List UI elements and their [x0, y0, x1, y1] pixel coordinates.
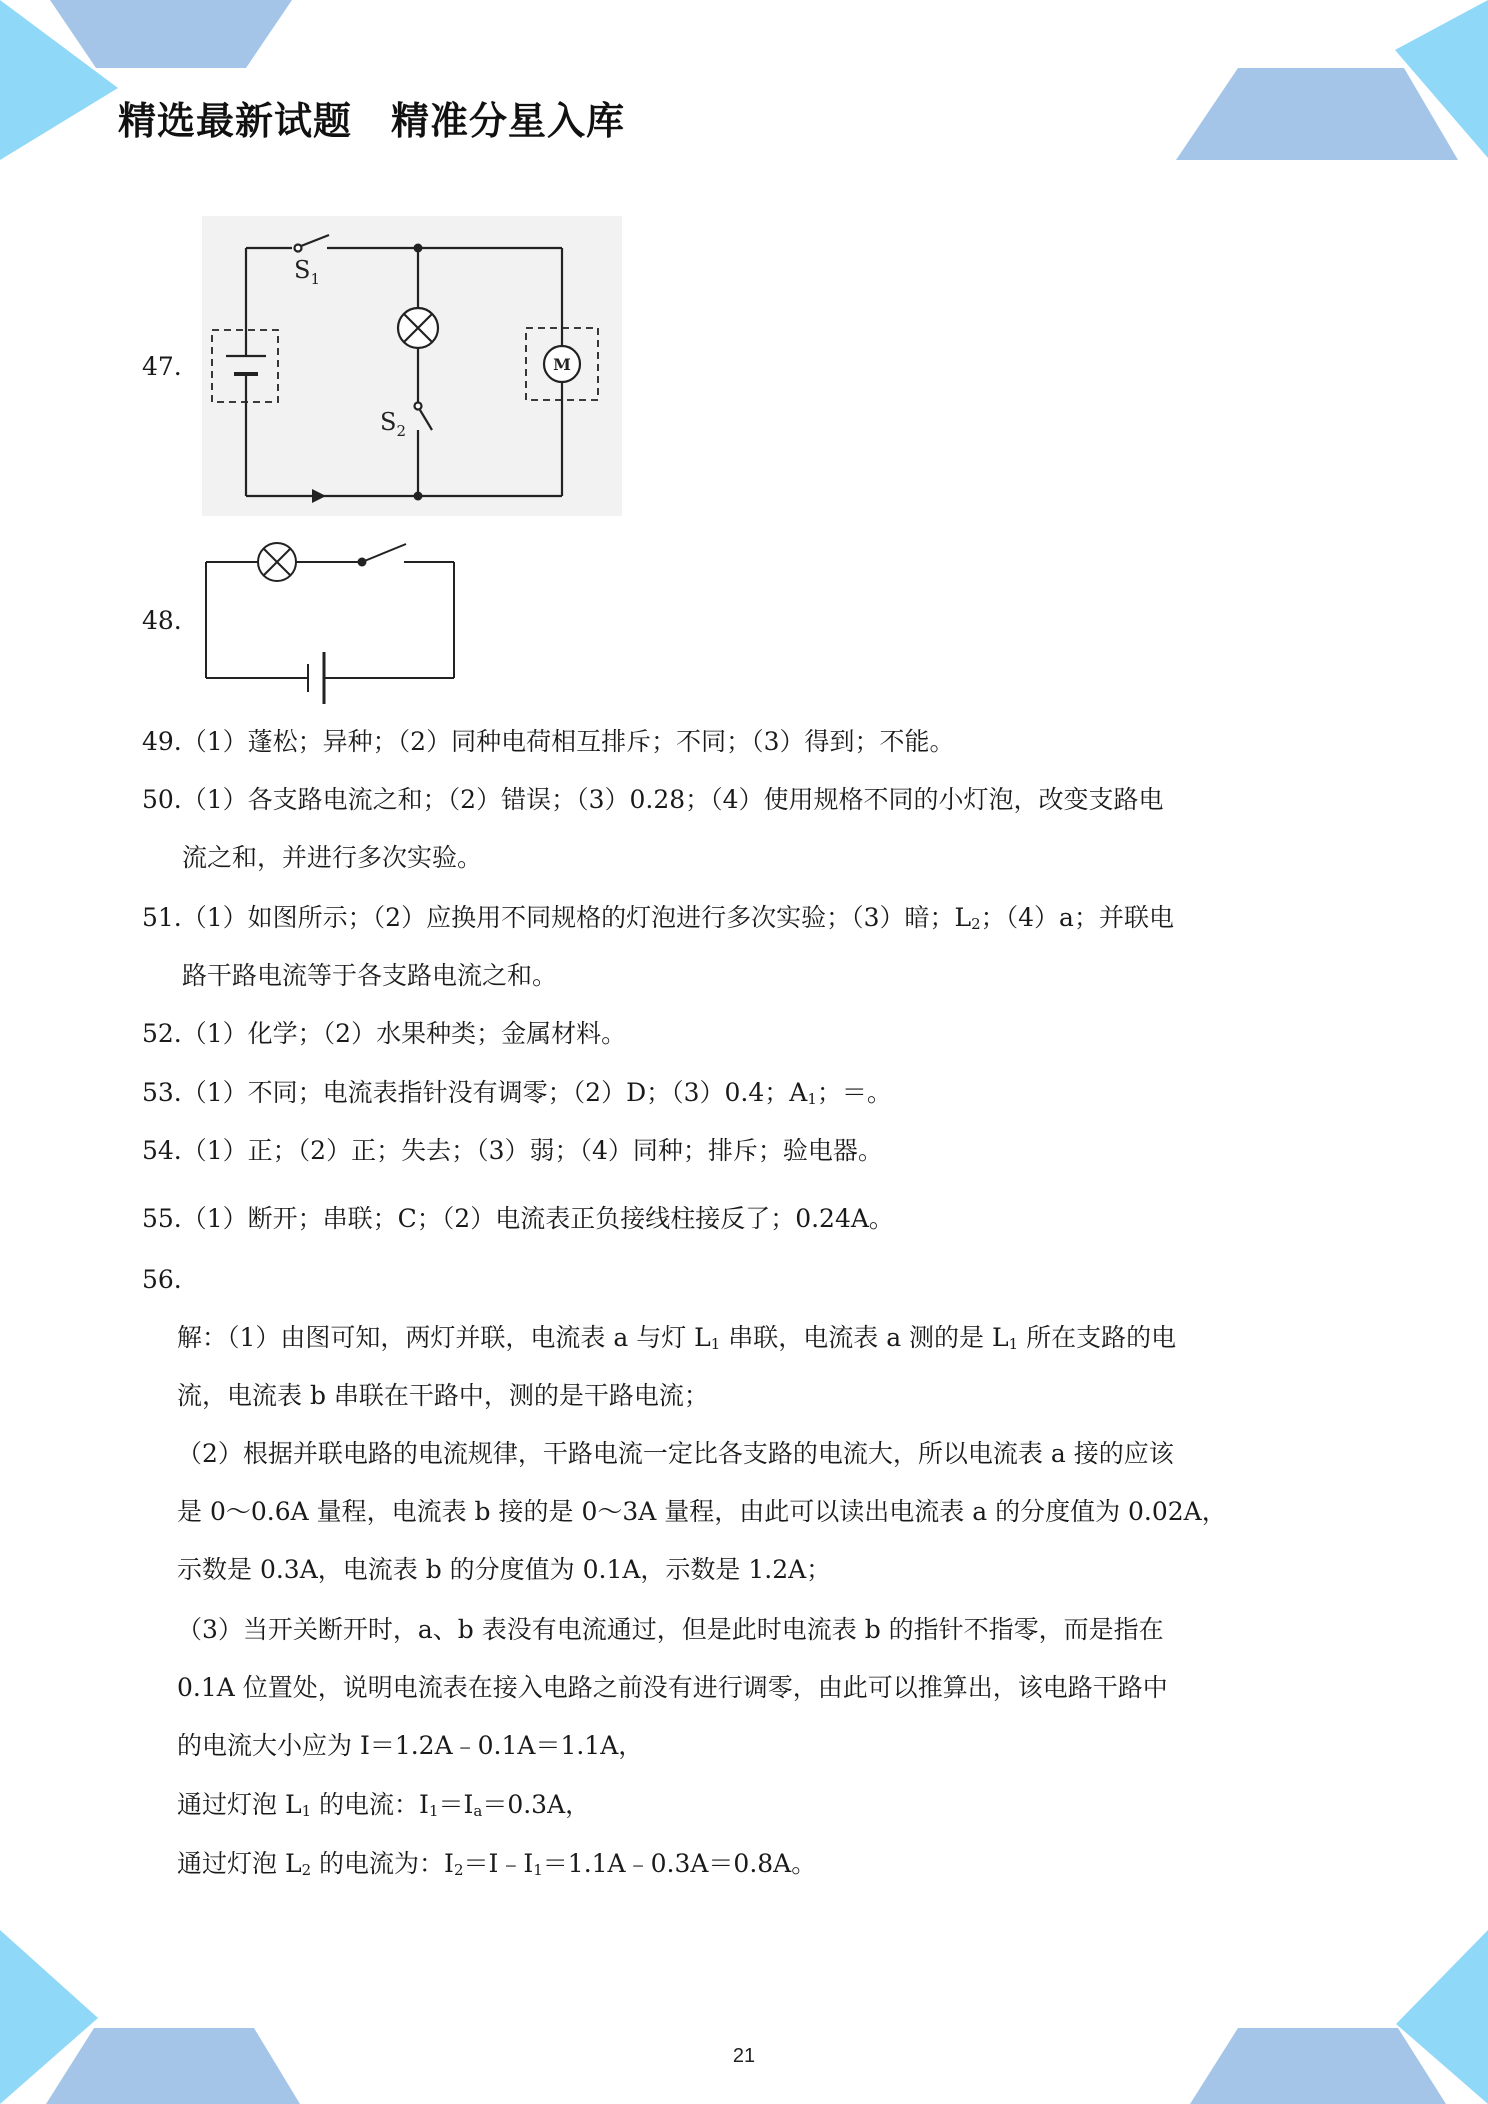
answer-54: 54.（1）正；（2）正；失去；（3）弱；（4）同种；排斥；验电器。	[142, 1136, 883, 1165]
answer-55: 55.（1）断开；串联；C；（2）电流表正负接线柱接反了；0.24A。	[142, 1204, 894, 1233]
lamp-symbol	[398, 308, 438, 348]
answer-50-line-1: 50.（1）各支路电流之和；（2）错误；（3）0.28；（4）使用规格不同的小灯泡，改变支路电	[142, 785, 1164, 814]
answer-56-line-7: 0.1A 位置处，说明电流表在接入电路之前没有进行调零，由此可以推算出，该电路干路中	[177, 1673, 1168, 1702]
answer-56-line-9: 通过灯泡 $L_1$ 的电流：$I_1=I_a=0.3A$，	[177, 1790, 591, 1820]
deco-trapezoid-top-left	[50, 0, 292, 68]
answer-56-line-10: 通过灯泡 $L_2$ 的电流为：$I_2=I﹣I_1=1.1A﹣0.3A=0.8A$。	[177, 1849, 817, 1879]
question-47-number: 47.	[142, 352, 182, 381]
header-title: 精选最新试题 精准分星入库	[118, 99, 626, 143]
deco-trapezoid-top-right	[1176, 68, 1458, 160]
circuit-diagram-48	[200, 540, 460, 710]
answer-56-line-8: 的电流大小应为 I＝1.2A﹣0.1A＝1.1A，	[177, 1731, 644, 1760]
answer-56-number: 56.	[142, 1265, 182, 1294]
battery-symbol	[308, 652, 324, 704]
label-motor: M	[553, 355, 571, 374]
answer-56-line-2: 流，电流表 b 串联在干路中，测的是干路电流；	[177, 1381, 709, 1410]
label-s2: $S_2$	[380, 408, 406, 440]
answer-51-line-2: 路干路电流等于各支路电流之和。	[182, 961, 558, 990]
answer-50-line-2: 流之和，并进行多次实验。	[182, 843, 483, 872]
answer-49: 49.（1）蓬松；异种；（2）同种电荷相互排斥；不同；（3）得到；不能。	[142, 727, 955, 756]
question-48-number: 48.	[142, 606, 182, 635]
answer-53: 53.（1）不同；电流表指针没有调零；（2）D；（3）0.4；$A_1$；＝。	[142, 1078, 892, 1108]
answer-51-line-1: 51.（1）如图所示；（2）应换用不同规格的灯泡进行多次实验；（3）暗；$L_2$；（4）a；并联电	[142, 903, 1174, 933]
answer-56-line-6: （3）当开关断开时，a、b 表没有电流通过，但是此时电流表 b 的指针不指零，而是指在	[177, 1615, 1164, 1644]
page-number: 21	[732, 2045, 756, 2067]
answer-56-line-1: 解：（1）由图可知，两灯并联，电流表 a 与灯 $L_1$ 串联，电流表 a 测的是 $L_1$ 所在支路的电	[177, 1323, 1177, 1353]
lamp-symbol	[258, 543, 296, 581]
label-s1: $S_1$	[294, 256, 320, 288]
answer-56-line-4: 是 0～0.6A 量程，电流表 b 接的是 0～3A 量程，由此可以读出电流表 a 的分度值为 0.02A，	[177, 1497, 1227, 1526]
switch-symbol	[362, 544, 406, 562]
answer-52: 52.（1）化学；（2）水果种类；金属材料。	[142, 1019, 627, 1048]
answer-56-line-3: （2）根据并联电路的电流规律，干路电流一定比各支路的电流大，所以电流表 a 接的应该	[177, 1439, 1174, 1468]
circuit-diagram-47	[202, 216, 622, 516]
answer-56-line-5: 示数是 0.3A，电流表 b 的分度值为 0.1A，示数是 1.2A；	[177, 1555, 832, 1584]
